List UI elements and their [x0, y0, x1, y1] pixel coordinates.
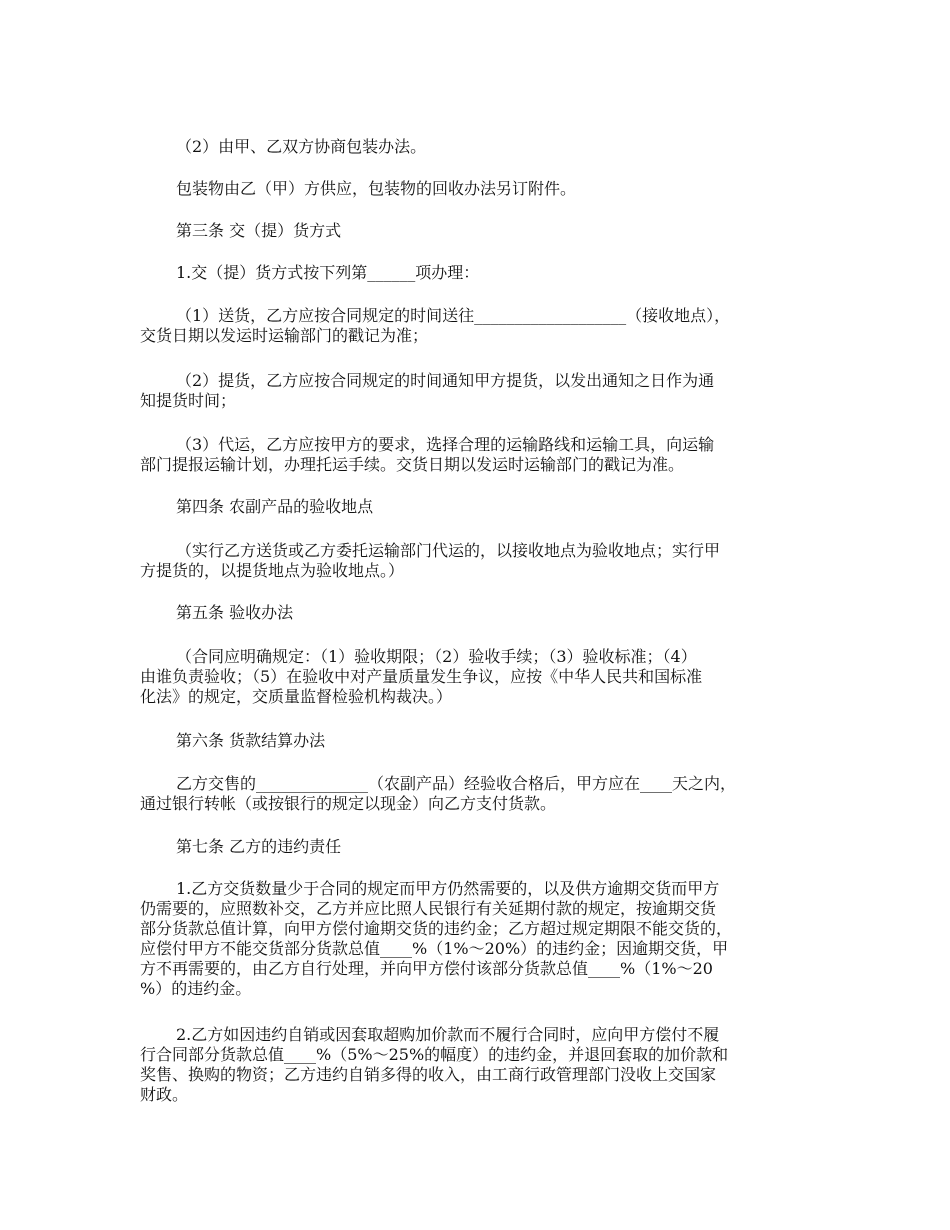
paragraph — [140, 774, 812, 814]
section-heading — [140, 603, 812, 623]
text-line: 第五条 验收办法 — [176, 603, 294, 622]
text-line: 方不再需要的，由乙方自行处理，并向甲方偿付该部分货款总值____%（1%～20 — [140, 959, 713, 978]
text-line: 知提货时间； — [140, 391, 237, 410]
text-line: 1.乙方交货数量少于合同的规定而甲方仍然需要的，以及供方逾期交货而甲方 — [176, 879, 720, 898]
text-line: 部分货款总值计算，向甲方偿付逾期交货的违约金；乙方超过规定期限不能交货的， — [140, 919, 733, 938]
paragraph — [140, 541, 812, 581]
paragraph — [140, 647, 812, 707]
text-line: 由谁负责验收；（5）在验收中对产量质量发生争议，应按《中华人民共和国标准 — [140, 667, 703, 686]
text-line: 乙方交售的______________（农副产品）经验收合格后，甲方应在____天之内， — [176, 774, 737, 793]
section-heading — [140, 497, 812, 517]
text-line: 包装物由乙（甲）方供应，包装物的回收办法另订附件。 — [176, 179, 577, 198]
text-line: 2.乙方如因违约自销或因套取超购加价款而不履行合同时，应向甲方偿付不履 — [176, 1025, 720, 1044]
paragraph — [140, 137, 812, 157]
text-line: 部门提报运输计划，办理托运手续。交货日期以发运时运输部门的戳记为准。 — [140, 455, 685, 474]
paragraph — [140, 371, 812, 411]
text-line: （2）由甲、乙双方协商包装办法。 — [176, 137, 427, 156]
text-line: 第七条 乙方的违约责任 — [176, 837, 342, 856]
text-line: 奖售、换购的物资；乙方违约自销多得的收入，由工商行政管理部门没收上交国家 — [140, 1065, 717, 1084]
text-line: 第四条 农副产品的验收地点 — [176, 497, 374, 516]
text-line: （2）提货，乙方应按合同规定的时间通知甲方提货，以发出通知之日作为通 — [176, 371, 715, 390]
section-heading — [140, 837, 812, 857]
text-line: （实行乙方送货或乙方委托运输部门代运的，以接收地点为验收地点；实行甲 — [176, 541, 721, 560]
text-line: 仍需要的，应照数补交，乙方并应比照人民银行有关延期付款的规定，按逾期交货 — [140, 899, 717, 918]
text-line: 行合同部分货款总值____%（5%～25%的幅度）的违约金，并退回套取的加价款和 — [140, 1045, 729, 1064]
paragraph — [140, 435, 812, 475]
paragraph — [140, 179, 812, 199]
text-line: 第六条 货款结算办法 — [176, 731, 326, 750]
paragraph — [140, 1025, 812, 1105]
text-line: %）的违约金。 — [140, 979, 252, 998]
text-line: 通过银行转帐（或按银行的规定以现金）向乙方支付货款。 — [140, 794, 557, 813]
text-line: （3）代运，乙方应按甲方的要求，选择合理的运输路线和运输工具，向运输 — [176, 435, 715, 454]
text-line: 1.交（提）货方式按下列第______项办理： — [176, 263, 480, 282]
text-line: 交货日期以发运时运输部门的戳记为准； — [140, 326, 429, 345]
text-line: 化法》的规定，交质量监督检验机构裁决。） — [140, 687, 453, 706]
text-line: 第三条 交（提）货方式 — [176, 221, 342, 240]
text-line: 方提货的，以提货地点为验收地点。） — [140, 561, 405, 580]
paragraph — [140, 879, 812, 999]
paragraph — [140, 263, 812, 283]
text-line: （合同应明确规定：（1）验收期限；（2）验收手续；（3）验收标准；（4） — [176, 647, 697, 666]
section-heading — [140, 731, 812, 751]
section-heading — [140, 221, 812, 241]
text-line: 应偿付甲方不能交货部分货款总值____%（1%～20%）的违约金；因逾期交货，甲 — [140, 939, 729, 958]
text-line: 财政。 — [140, 1085, 189, 1104]
text-line: （1）送货，乙方应按合同规定的时间送往___________________（接收地点）， — [176, 306, 731, 325]
paragraph — [140, 306, 812, 346]
